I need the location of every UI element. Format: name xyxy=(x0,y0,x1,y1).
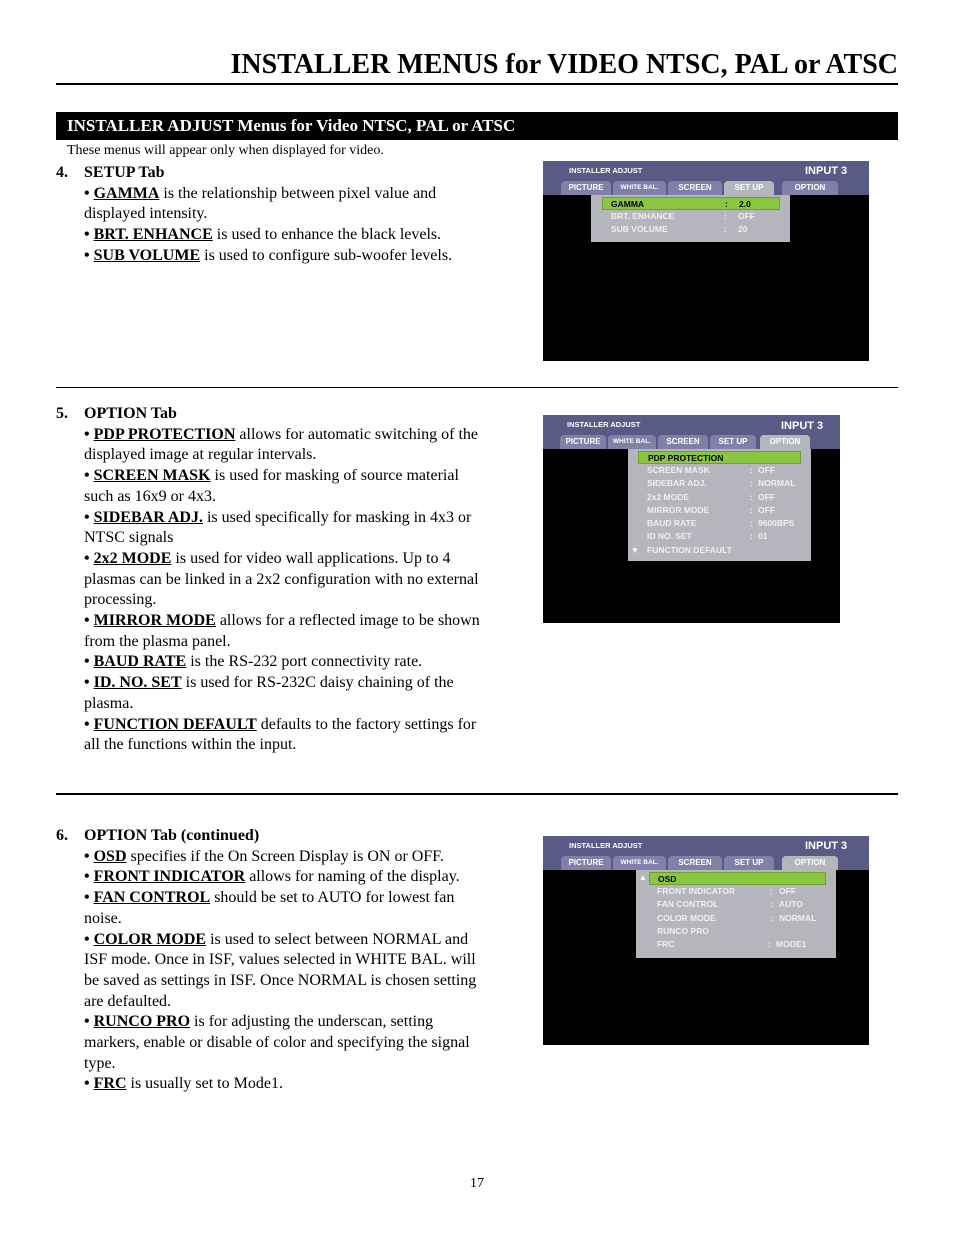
row-sep: : xyxy=(750,505,753,515)
page-title: INSTALLER MENUS for VIDEO NTSC, PAL or ATSC xyxy=(230,49,898,80)
bullet-term: BAUD RATE xyxy=(93,653,187,671)
tab-option[interactable]: OPTION xyxy=(782,856,838,870)
row-label: SIDEBAR ADJ. xyxy=(647,478,707,488)
row-value: OFF xyxy=(758,505,775,515)
osd-header xyxy=(543,161,869,195)
tab-option[interactable]: OPTION xyxy=(782,181,838,195)
bullet-screen-mask: • SCREEN MASK is used for masking of source material such as 16x9 or 4x3. xyxy=(84,467,459,505)
row-label: COLOR MODE xyxy=(657,913,716,923)
bullet-term: SUB VOLUME xyxy=(93,246,201,264)
bullet-term: ID. NO. SET xyxy=(93,674,182,692)
bullet-gamma: • GAMMA is the relationship between pixel value and displayed intensity. xyxy=(84,184,437,223)
item-heading: OPTION Tab (continued) xyxy=(84,827,260,844)
bullet-text: is used to enhance the black levels. xyxy=(212,226,442,244)
bullet-text: defaults to the factory settings for all the functions within the input. xyxy=(84,715,477,754)
tab-white-bal[interactable]: WHITE BAL. xyxy=(608,435,656,449)
bullet-term: 2x2 MODE xyxy=(93,549,172,567)
item-number: 4. xyxy=(56,164,68,181)
intro-note: These menus will appear only when displayed for video. xyxy=(67,143,384,158)
bullet-term: BRT. ENHANCE xyxy=(93,226,213,244)
tab-screen[interactable]: SCREEN xyxy=(658,435,708,449)
bullet-text: allows for naming of the display. xyxy=(245,868,460,886)
menu-row-frc[interactable] xyxy=(636,938,836,951)
row-label: SCREEN MASK xyxy=(647,465,710,475)
osd-tab-bar xyxy=(561,856,840,870)
menu-row-brt-enhance[interactable] xyxy=(591,210,790,223)
row-sep: : xyxy=(770,913,773,923)
menu-row-screen-mask[interactable] xyxy=(628,464,811,477)
menu-row-gamma[interactable] xyxy=(602,197,780,210)
bullet-term: RUNCO PRO xyxy=(93,1013,191,1031)
bullet-baud-rate: • BAUD RATE is the RS-232 port connectivity rate. xyxy=(84,653,423,671)
bullet-text: is the RS-232 port connectivity rate. xyxy=(186,653,423,671)
menu-row-pdp-protection[interactable] xyxy=(638,451,801,464)
bullet-text: is used to configure sub-woofer levels. xyxy=(200,246,453,264)
item-number: 5. xyxy=(56,405,68,422)
row-value: OFF xyxy=(738,211,755,221)
menu-row-2x2-mode[interactable] xyxy=(628,491,811,504)
row-value: NORMAL xyxy=(779,913,817,923)
osd-header xyxy=(543,415,840,449)
item-heading: OPTION Tab xyxy=(84,405,177,422)
menu-row-baud-rate[interactable] xyxy=(628,517,811,530)
tab-screen[interactable]: SCREEN xyxy=(668,856,722,870)
row-value: 2.0 xyxy=(739,199,751,209)
osd-title: INSTALLER ADJUST xyxy=(567,420,641,429)
bullet-term: COLOR MODE xyxy=(93,930,207,948)
row-sep: : xyxy=(750,492,753,502)
row-sep: : xyxy=(750,478,753,488)
row-label: FUNCTION DEFAULT xyxy=(647,545,732,555)
menu-row-id-no-set[interactable] xyxy=(628,530,811,543)
row-value: AUTO xyxy=(779,899,803,909)
osd-menu-panel xyxy=(628,449,811,561)
bullet-term: GAMMA xyxy=(93,184,160,202)
section-divider xyxy=(56,793,898,795)
bullet-fan-control: • FAN CONTROL should be set to AUTO for lowest fan noise. xyxy=(84,889,511,927)
row-value: OFF xyxy=(779,886,796,896)
bullet-text: is used for video wall applications. Up to 4 plasmas can be linked in a 2x2 configuration with no external processing. xyxy=(84,549,479,609)
item-heading: SETUP Tab xyxy=(84,164,165,181)
tab-screen[interactable]: SCREEN xyxy=(668,181,722,195)
row-sep: : xyxy=(750,518,753,528)
tab-set-up[interactable]: SET UP xyxy=(710,435,756,449)
osd-tab-bar xyxy=(560,435,812,449)
row-sep: : xyxy=(770,886,773,896)
bullet-term: SCREEN MASK xyxy=(93,467,211,485)
menu-row-fan-control[interactable] xyxy=(636,898,836,911)
bullet-term: OSD xyxy=(93,847,127,865)
osd-header xyxy=(543,836,869,870)
osd-title: INSTALLER ADJUST xyxy=(569,166,643,175)
scroll-up-arrow-icon[interactable]: ▲ xyxy=(639,873,647,882)
page-number: 17 xyxy=(470,1176,484,1191)
row-sep: : xyxy=(724,224,727,234)
row-label: 2x2 MODE xyxy=(647,492,690,502)
row-label: RUNCO PRO xyxy=(657,926,709,936)
row-value: 9600BPS xyxy=(758,518,795,528)
bullet-term: PDP PROTECTION xyxy=(93,425,236,443)
menu-row-mirror-mode[interactable] xyxy=(628,504,811,517)
tab-set-up[interactable]: SET UP xyxy=(724,181,774,195)
osd-input-label: INPUT 3 xyxy=(805,840,848,852)
row-label: ID NO. SET xyxy=(647,531,692,541)
bullet-color-mode: • COLOR MODE is used to select between NORMAL and ISF mode. Once in ISF, values selected in WHITE BAL. will be saved as settings in ISF. Once NORMAL is chosen setting are defaulted. xyxy=(84,930,477,1010)
osd-screen-setup xyxy=(543,161,869,361)
bullet-sub-volume: • SUB VOLUME is used to configure sub-woofer levels. xyxy=(84,246,453,264)
row-label: PDP PROTECTION xyxy=(648,453,724,463)
menu-row-color-mode[interactable] xyxy=(636,912,836,925)
row-label: OSD xyxy=(658,874,677,884)
menu-row-function-default[interactable] xyxy=(628,544,811,557)
bullet-text: is used specifically for masking in 4x3 or NTSC signals xyxy=(84,508,472,547)
bullet-text: is used for RS-232C daisy chaining of the plasma. xyxy=(84,674,454,712)
row-sep: : xyxy=(724,211,727,221)
row-value: 01 xyxy=(758,531,768,541)
row-label: BAUD RATE xyxy=(647,518,697,528)
row-value: MODE1 xyxy=(776,939,807,949)
bullet-term: MIRROR MODE xyxy=(93,612,216,630)
bullet-sidebar-adj: • SIDEBAR ADJ. is used specifically for masking in 4x3 or NTSC signals xyxy=(84,508,472,547)
bullet-text: is for adjusting the underscan, setting markers, enable or disable of color and specifying the signal type. xyxy=(84,1013,470,1072)
row-label: MIRROR MODE xyxy=(647,505,710,515)
title-rule xyxy=(56,83,898,85)
bullet-term: FRC xyxy=(93,1075,127,1093)
item-option-tab xyxy=(56,404,486,756)
row-sep: : xyxy=(768,939,771,949)
tab-white-bal[interactable]: WHITE BAL. xyxy=(613,856,666,870)
item-number: 6. xyxy=(56,827,68,844)
row-sep: : xyxy=(725,199,728,209)
bullet-id-no-set: • ID. NO. SET is used for RS-232C daisy chaining of the plasma. xyxy=(84,674,454,712)
tab-white-bal[interactable]: WHITE BAL. xyxy=(613,181,666,195)
row-label: FAN CONTROL xyxy=(657,899,719,909)
tab-picture[interactable]: PICTURE xyxy=(560,435,606,449)
osd-menu-panel xyxy=(636,870,836,958)
bullet-front-indicator: • FRONT INDICATOR allows for naming of the display. xyxy=(84,868,460,886)
row-value: NORMAL xyxy=(758,478,796,488)
row-value: OFF xyxy=(758,465,775,475)
bullet-text: is used to select between NORMAL and ISF mode. Once in ISF, values selected in WHITE BAL. will be saved as settings in ISF. Once NORMAL is chosen setting are defaulted. xyxy=(84,930,477,1010)
bullet-text: is used for masking of source material such as 16x9 or 4x3. xyxy=(84,467,459,505)
menu-row-runco-pro[interactable] xyxy=(636,925,836,938)
bullet-brt-enhance: • BRT. ENHANCE is used to enhance the black levels. xyxy=(84,226,442,244)
osd-input-label: INPUT 3 xyxy=(781,420,824,432)
menu-row-osd[interactable] xyxy=(649,872,826,885)
tab-picture[interactable]: PICTURE xyxy=(561,856,611,870)
row-sep: : xyxy=(770,899,773,909)
osd-title: INSTALLER ADJUST xyxy=(569,841,643,850)
scroll-down-arrow-icon[interactable]: ▼ xyxy=(631,546,639,555)
bullet-pdp-protection: • PDP PROTECTION allows for automatic switching of the displayed image at regular intervals. xyxy=(84,425,479,464)
osd-tab-bar xyxy=(561,181,840,195)
bullet-2x2-mode: • 2x2 MODE is used for video wall applications. Up to 4 plasmas can be linked in a 2x2 configuration with no external processing. xyxy=(84,549,479,609)
row-value: OFF xyxy=(758,492,775,502)
bullet-term: FUNCTION DEFAULT xyxy=(93,715,257,733)
bullet-term: FAN CONTROL xyxy=(93,889,211,907)
row-label: FRONT INDICATOR xyxy=(657,886,736,896)
bullet-text: is usually set to Mode1. xyxy=(126,1075,283,1093)
bullet-term: SIDEBAR ADJ. xyxy=(93,508,203,526)
osd-screen-option-continued xyxy=(543,836,869,1045)
osd-menu-panel xyxy=(591,195,790,242)
row-label: BRT. ENHANCE xyxy=(611,211,675,221)
tab-option[interactable]: OPTION xyxy=(760,435,810,449)
row-label: SUB VOLUME xyxy=(611,224,668,234)
section-header: INSTALLER ADJUST Menus for Video NTSC, PAL or ATSC xyxy=(56,112,898,140)
bullet-text: allows for automatic switching of the displayed image at regular intervals. xyxy=(84,425,479,464)
bullet-text: specifies if the On Screen Display is ON or OFF. xyxy=(126,847,444,865)
row-label: GAMMA xyxy=(611,199,645,209)
bullet-mirror-mode: • MIRROR MODE allows for a reflected image to be shown from the plasma panel. xyxy=(84,612,480,650)
item-setup-tab xyxy=(56,163,486,267)
row-sep: : xyxy=(750,465,753,475)
section-divider xyxy=(56,387,898,388)
bullet-runco-pro: • RUNCO PRO is for adjusting the underscan, setting markers, enable or disable of color and specifying the signal type. xyxy=(84,1013,470,1072)
bullet-term: FRONT INDICATOR xyxy=(93,868,246,886)
row-label: FRC xyxy=(657,939,675,949)
menu-row-front-indicator[interactable] xyxy=(636,885,836,898)
osd-input-label: INPUT 3 xyxy=(805,165,848,177)
bullet-frc: • FRC is usually set to Mode1. xyxy=(84,1075,283,1093)
item-option-tab-continued xyxy=(56,826,511,1095)
menu-row-sidebar-adj[interactable] xyxy=(628,477,811,490)
bullet-text: should be set to AUTO for lowest fan noise. xyxy=(84,889,511,927)
bullet-osd: • OSD specifies if the On Screen Display is ON or OFF. xyxy=(84,847,444,865)
tab-set-up[interactable]: SET UP xyxy=(724,856,774,870)
row-sep: : xyxy=(750,531,753,541)
row-value: 20 xyxy=(738,224,748,234)
bullet-function-default: • FUNCTION DEFAULT defaults to the factory settings for all the functions within the input. xyxy=(84,715,477,754)
tab-picture[interactable]: PICTURE xyxy=(561,181,611,195)
bullet-text: is the relationship between pixel value and displayed intensity. xyxy=(84,184,437,223)
osd-screen-option xyxy=(543,415,840,623)
bullet-text: allows for a reflected image to be shown from the plasma panel. xyxy=(84,612,480,650)
menu-row-sub-volume[interactable] xyxy=(591,223,790,236)
